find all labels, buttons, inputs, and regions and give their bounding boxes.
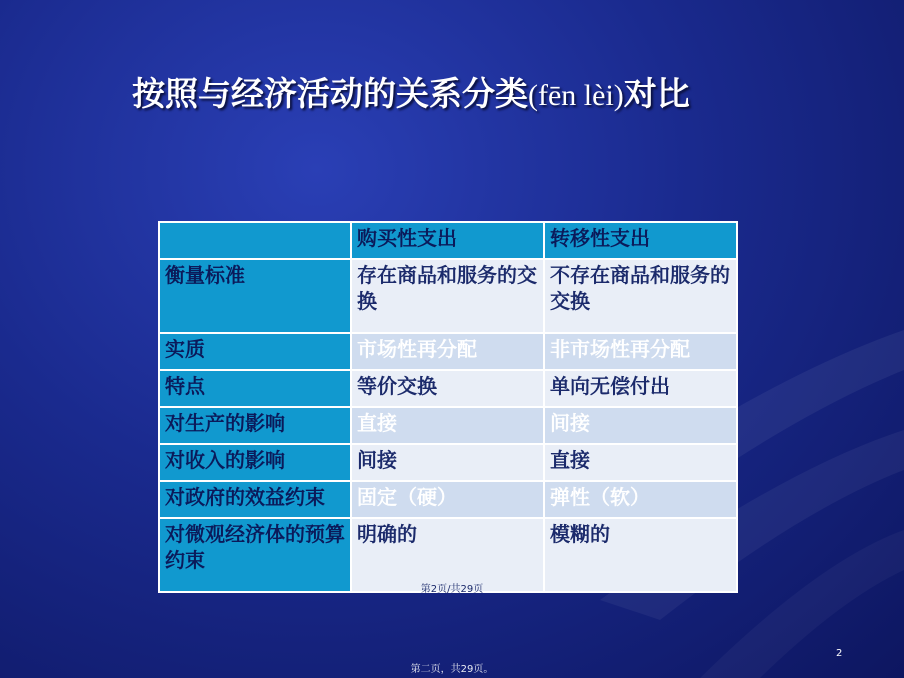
title-main: 按照与经济活动的关系分类 — [132, 74, 528, 113]
cell-transfer: 单向无偿付出 — [544, 370, 737, 407]
table-row — [159, 481, 737, 518]
table-row — [159, 333, 737, 370]
header-cell-empty — [159, 222, 351, 259]
row-label: 衡量标准 — [159, 259, 351, 333]
cell-transfer: 间接 — [544, 407, 737, 444]
table-header-row — [159, 222, 737, 259]
cell-purchase: 等价交换 — [351, 370, 544, 407]
cell-purchase: 存在商品和服务的交换 — [351, 259, 544, 333]
cell-transfer: 不存在商品和服务的交换 — [544, 259, 737, 333]
header-cell-transfer: 转移性支出 — [544, 222, 737, 259]
table-row — [159, 407, 737, 444]
row-label: 实质 — [159, 333, 351, 370]
cell-purchase: 间接 — [351, 444, 544, 481]
cell-purchase: 直接 — [351, 407, 544, 444]
row-label: 对微观经济体的预算约束 — [159, 518, 351, 592]
cell-transfer: 直接 — [544, 444, 737, 481]
cell-purchase: 明确的 — [351, 518, 544, 592]
cell-transfer: 弹性（软） — [544, 481, 737, 518]
table-row — [159, 259, 737, 333]
page-indicator: 第2页/共29页 — [420, 584, 484, 595]
title-suffix: 对比 — [623, 74, 690, 113]
cell-purchase: 固定（硬） — [351, 481, 544, 518]
row-label: 对生产的影响 — [159, 407, 351, 444]
comparison-table — [158, 221, 738, 593]
footer-text: 第二页，共29页。 — [410, 664, 494, 675]
cell-transfer: 模糊的 — [544, 518, 737, 592]
table-row — [159, 370, 737, 407]
cell-purchase: 市场性再分配 — [351, 333, 544, 370]
slide-number: 2 — [836, 648, 843, 659]
table-row — [159, 444, 737, 481]
slide-title — [132, 70, 832, 118]
row-label: 对政府的效益约束 — [159, 481, 351, 518]
header-cell-purchase: 购买性支出 — [351, 222, 544, 259]
row-label: 对收入的影响 — [159, 444, 351, 481]
row-label: 特点 — [159, 370, 351, 407]
title-pinyin: (fēn lèi) — [528, 79, 624, 112]
cell-transfer: 非市场性再分配 — [544, 333, 737, 370]
